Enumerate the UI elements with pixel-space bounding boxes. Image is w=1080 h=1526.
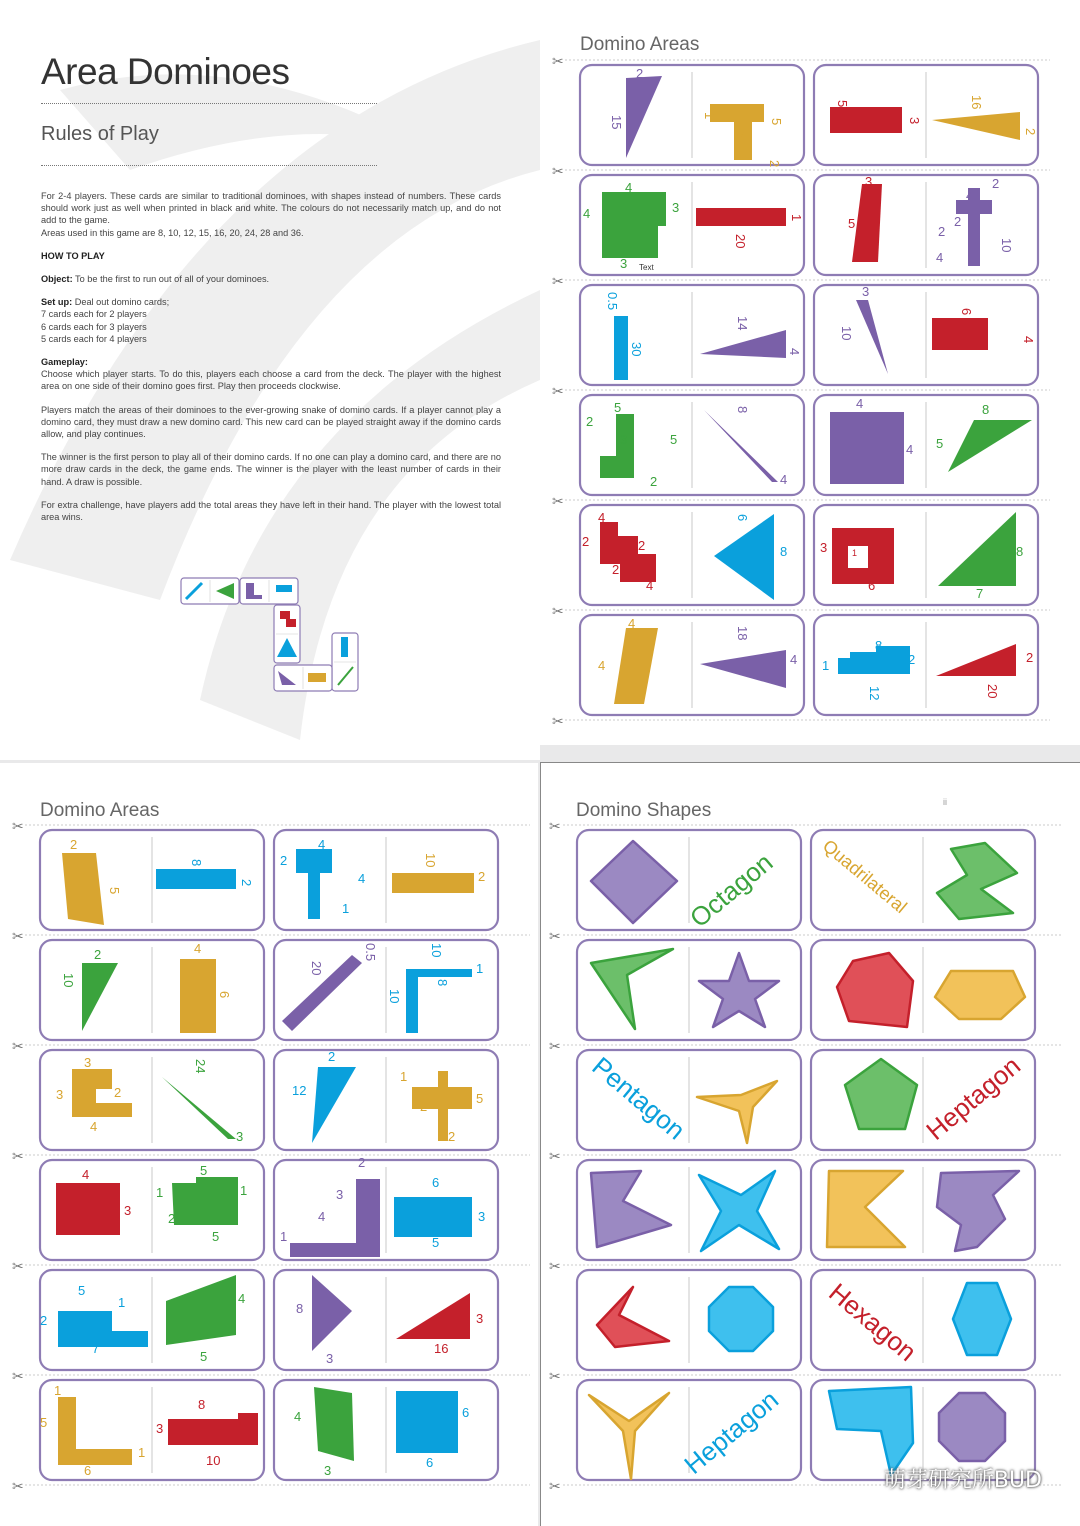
setup-line: 6 cards each for 3 players: [41, 321, 147, 332]
svg-text:12: 12: [292, 1083, 307, 1098]
shape-word-pentagon: Pentagon: [586, 1050, 692, 1146]
svg-text:30: 30: [629, 342, 644, 357]
svg-text:4: 4: [238, 1291, 246, 1306]
svg-text:7: 7: [976, 586, 984, 601]
svg-text:1: 1: [702, 112, 717, 120]
svg-text:5: 5: [78, 1283, 86, 1298]
svg-text:5: 5: [769, 118, 784, 126]
svg-text:1: 1: [54, 1383, 62, 1398]
svg-text:✂: ✂: [549, 1148, 561, 1164]
svg-text:3: 3: [907, 117, 922, 125]
page-number: ii: [943, 797, 947, 807]
svg-text:10: 10: [423, 853, 438, 868]
svg-text:4: 4: [82, 1167, 90, 1182]
svg-text:6: 6: [328, 1245, 336, 1260]
svg-text:16: 16: [434, 1341, 449, 1356]
svg-text:2: 2: [358, 1155, 366, 1170]
svg-text:1: 1: [138, 1445, 146, 1460]
svg-text:6: 6: [462, 1405, 470, 1420]
svg-text:2: 2: [582, 534, 590, 549]
svg-text:2: 2: [1023, 128, 1038, 136]
svg-text:16: 16: [969, 95, 984, 110]
svg-text:5: 5: [835, 100, 850, 108]
svg-text:4: 4: [318, 837, 326, 852]
svg-text:3: 3: [324, 1463, 332, 1478]
svg-text:2: 2: [280, 853, 288, 868]
svg-text:5: 5: [432, 1235, 440, 1250]
svg-text:4: 4: [790, 652, 798, 667]
svg-text:3: 3: [156, 1421, 164, 1436]
svg-text:5: 5: [848, 216, 856, 231]
svg-text:2: 2: [908, 652, 916, 667]
svg-text:0.5: 0.5: [363, 943, 378, 962]
svg-text:✂: ✂: [12, 1368, 24, 1384]
page-header: Domino Areas: [580, 34, 700, 55]
svg-text:2: 2: [650, 474, 658, 489]
svg-text:14: 14: [735, 316, 750, 331]
svg-text:20: 20: [985, 684, 1000, 699]
svg-text:2: 2: [638, 538, 646, 553]
domino-areas-page-2: [0, 763, 538, 1526]
svg-text:8: 8: [198, 1397, 206, 1412]
svg-text:2: 2: [992, 176, 1000, 191]
shape-word-quadrilateral: Quadrilateral: [818, 835, 911, 918]
svg-text:4: 4: [1021, 336, 1036, 344]
svg-text:20: 20: [733, 234, 748, 249]
svg-text:5: 5: [107, 887, 122, 895]
svg-text:1: 1: [852, 548, 858, 558]
svg-text:2: 2: [448, 1129, 456, 1144]
svg-text:✂: ✂: [549, 1478, 561, 1494]
svg-text:✂: ✂: [552, 603, 564, 619]
svg-text:4: 4: [294, 1409, 302, 1424]
svg-text:5: 5: [212, 1229, 220, 1244]
svg-text:2: 2: [636, 66, 644, 81]
page-header: Domino Shapes: [576, 800, 712, 821]
svg-text:4: 4: [90, 1119, 98, 1134]
svg-text:✂: ✂: [552, 53, 564, 69]
svg-text:15: 15: [609, 115, 624, 130]
svg-text:✂: ✂: [12, 818, 24, 834]
svg-text:4: 4: [966, 188, 974, 203]
svg-text:5: 5: [734, 132, 749, 140]
svg-text:2: 2: [478, 869, 486, 884]
svg-text:1: 1: [342, 901, 350, 916]
svg-text:5: 5: [40, 1415, 48, 1430]
svg-text:2: 2: [94, 947, 102, 962]
svg-text:4: 4: [628, 616, 636, 631]
domino-shapes-page: [540, 762, 1080, 1526]
svg-text:3: 3: [865, 174, 873, 189]
svg-text:✂: ✂: [12, 928, 24, 944]
svg-text:8: 8: [435, 979, 450, 987]
svg-text:8: 8: [735, 406, 750, 414]
svg-text:1: 1: [156, 1185, 164, 1200]
svg-text:5: 5: [936, 436, 944, 451]
svg-text:2: 2: [938, 224, 946, 239]
svg-text:4: 4: [906, 442, 914, 457]
svg-text:1: 1: [240, 1183, 248, 1198]
svg-text:0.5: 0.5: [605, 292, 620, 311]
svg-text:1: 1: [476, 961, 484, 976]
svg-text:5: 5: [614, 400, 622, 415]
object-text: To be the first to run out of all of your dominoes.: [72, 274, 270, 285]
svg-text:2: 2: [586, 414, 594, 429]
svg-text:12: 12: [867, 686, 882, 701]
setup-label: Set up:: [41, 297, 73, 308]
domino-shapes-sheet: [541, 763, 1080, 1526]
svg-text:6: 6: [959, 308, 974, 316]
svg-text:✂: ✂: [549, 1038, 561, 1054]
svg-text:3: 3: [56, 1087, 64, 1102]
svg-text:✂: ✂: [552, 383, 564, 399]
svg-text:24: 24: [193, 1059, 208, 1074]
svg-text:✂: ✂: [552, 273, 564, 289]
page-header: Domino Areas: [40, 800, 160, 821]
svg-text:1: 1: [280, 1229, 288, 1244]
svg-text:1: 1: [118, 1295, 126, 1310]
shape-word-heptagon: Heptagon: [920, 1050, 1027, 1146]
shape-word-octagon: Octagon: [683, 847, 779, 934]
svg-text:2: 2: [767, 160, 782, 168]
svg-text:5: 5: [670, 432, 678, 447]
svg-text:3: 3: [236, 1129, 244, 1144]
svg-text:2: 2: [40, 1313, 48, 1328]
svg-text:5: 5: [200, 1163, 208, 1178]
svg-text:10: 10: [839, 326, 854, 341]
gameplay-text: For extra challenge, have players add the total areas they have left in their hand. The player with the lowest total area wins.: [41, 499, 501, 523]
svg-text:2: 2: [239, 879, 254, 887]
svg-text:4: 4: [625, 180, 633, 195]
svg-text:4: 4: [787, 348, 802, 356]
svg-text:8: 8: [875, 638, 883, 653]
how-to-play-heading: HOW TO PLAY: [41, 250, 105, 261]
svg-text:5: 5: [476, 1091, 484, 1106]
areas-used-text: Areas used in this game are 8, 10, 12, 15, 16, 20, 24, 28 and 36.: [41, 227, 304, 238]
setup-line: 5 cards each for 4 players: [41, 333, 147, 344]
page-title: Area Dominoes: [41, 51, 290, 92]
svg-text:4: 4: [598, 510, 606, 525]
svg-text:8: 8: [296, 1301, 304, 1316]
page-subtitle: Rules of Play: [41, 123, 159, 145]
svg-text:3: 3: [862, 284, 870, 299]
domino-areas-sheet: [540, 0, 1080, 745]
svg-text:2: 2: [1026, 650, 1034, 665]
svg-text:2: 2: [612, 562, 620, 577]
svg-text:3: 3: [124, 1203, 132, 1218]
svg-text:✂: ✂: [12, 1038, 24, 1054]
svg-text:4: 4: [358, 871, 366, 886]
svg-text:3: 3: [326, 1351, 334, 1366]
svg-text:6: 6: [426, 1455, 434, 1470]
object-label: Object:: [41, 274, 73, 285]
svg-text:6: 6: [217, 991, 232, 999]
gameplay-label: Gameplay:: [41, 357, 88, 368]
svg-text:✂: ✂: [12, 1258, 24, 1274]
svg-text:3: 3: [478, 1209, 486, 1224]
svg-text:4: 4: [856, 396, 864, 411]
rules-body: [41, 190, 501, 534]
svg-text:3: 3: [84, 1055, 92, 1070]
svg-text:✂: ✂: [12, 1148, 24, 1164]
svg-text:3: 3: [476, 1311, 484, 1326]
svg-text:6: 6: [735, 514, 750, 522]
svg-text:✂: ✂: [552, 163, 564, 179]
svg-text:2: 2: [328, 1049, 336, 1064]
domino-areas-sheet: [0, 763, 538, 1526]
svg-text:8: 8: [189, 859, 204, 867]
svg-text:✂: ✂: [549, 1258, 561, 1274]
divider: [41, 165, 377, 166]
svg-text:7: 7: [92, 1341, 100, 1356]
svg-text:4: 4: [936, 250, 944, 265]
svg-text:5: 5: [200, 1349, 208, 1364]
svg-text:3: 3: [620, 432, 628, 447]
svg-text:8: 8: [982, 402, 990, 417]
svg-text:1: 1: [789, 214, 804, 222]
setup-text: Deal out domino cards;: [72, 297, 170, 308]
gameplay-text: The winner is the first person to play all of their domino cards. If no one can play a domino card, and there are no more draw cards in the deck, the game ends. The winner is the player with the least number of cards in their hand. A draw is possible.: [41, 452, 501, 487]
svg-text:6: 6: [868, 578, 876, 593]
svg-text:2: 2: [954, 214, 962, 229]
svg-text:✂: ✂: [549, 818, 561, 834]
svg-text:18: 18: [735, 626, 750, 641]
svg-text:✂: ✂: [549, 1368, 561, 1384]
svg-text:6: 6: [84, 1463, 92, 1478]
annotation-text: Text: [639, 263, 654, 272]
svg-text:3: 3: [672, 200, 680, 215]
svg-text:1: 1: [236, 1415, 244, 1430]
svg-text:10: 10: [61, 973, 76, 988]
svg-text:4: 4: [598, 658, 606, 673]
svg-text:1: 1: [400, 1069, 408, 1084]
svg-text:10: 10: [387, 989, 402, 1004]
shape-word-hexagon: Hexagon: [823, 1277, 923, 1368]
svg-text:8: 8: [780, 544, 788, 559]
domino-areas-page-1: [540, 0, 1080, 745]
svg-text:2: 2: [420, 1099, 428, 1114]
svg-text:2: 2: [114, 1085, 122, 1100]
svg-text:8: 8: [1016, 544, 1024, 559]
intro-text: For 2-4 players. These cards are similar to traditional dominoes, with shapes instead of numbers. These cards should work just as well when printed in black and white. The colours do not necessarily match up, and do not add to the game.: [41, 191, 501, 226]
gameplay-text: Players match the areas of their dominoes to the ever-growing snake of domino cards. If a player cannot play a domino card, they must draw a new domino card. This new card can be played straight away if the domino cards allow, and play continues.: [41, 404, 501, 440]
svg-text:2: 2: [168, 1211, 176, 1226]
svg-text:10: 10: [206, 1453, 221, 1468]
gameplay-text: Choose which player starts. To do this, players each choose a card from the deck. The player with the highest area on one side of their domino goes first. Play then proceeds clockwise.: [41, 369, 501, 392]
svg-text:10: 10: [999, 238, 1014, 253]
watermark: 萌芽研究所BUD: [883, 1468, 1042, 1493]
svg-text:✂: ✂: [549, 928, 561, 944]
svg-text:1: 1: [822, 658, 830, 673]
svg-text:✂: ✂: [12, 1478, 24, 1494]
svg-text:4: 4: [583, 206, 591, 221]
svg-text:2: 2: [70, 837, 78, 852]
svg-text:4: 4: [318, 1209, 326, 1224]
svg-text:3: 3: [820, 540, 828, 555]
svg-text:4: 4: [780, 472, 788, 487]
svg-text:20: 20: [309, 961, 324, 976]
setup-line: 7 cards each for 2 players: [41, 309, 147, 320]
divider: [41, 103, 377, 104]
svg-text:2: 2: [394, 1217, 402, 1232]
svg-text:10: 10: [429, 943, 444, 958]
svg-text:✂: ✂: [552, 713, 564, 729]
domino-snake-illustration: [178, 575, 368, 695]
rules-page: [0, 0, 540, 760]
svg-text:6: 6: [432, 1175, 440, 1190]
svg-text:4: 4: [194, 941, 202, 956]
svg-text:4: 4: [646, 578, 654, 593]
shape-word-heptagon: Heptagon: [678, 1384, 785, 1480]
svg-text:3: 3: [620, 256, 628, 271]
svg-text:3: 3: [336, 1187, 344, 1202]
svg-text:✂: ✂: [552, 493, 564, 509]
